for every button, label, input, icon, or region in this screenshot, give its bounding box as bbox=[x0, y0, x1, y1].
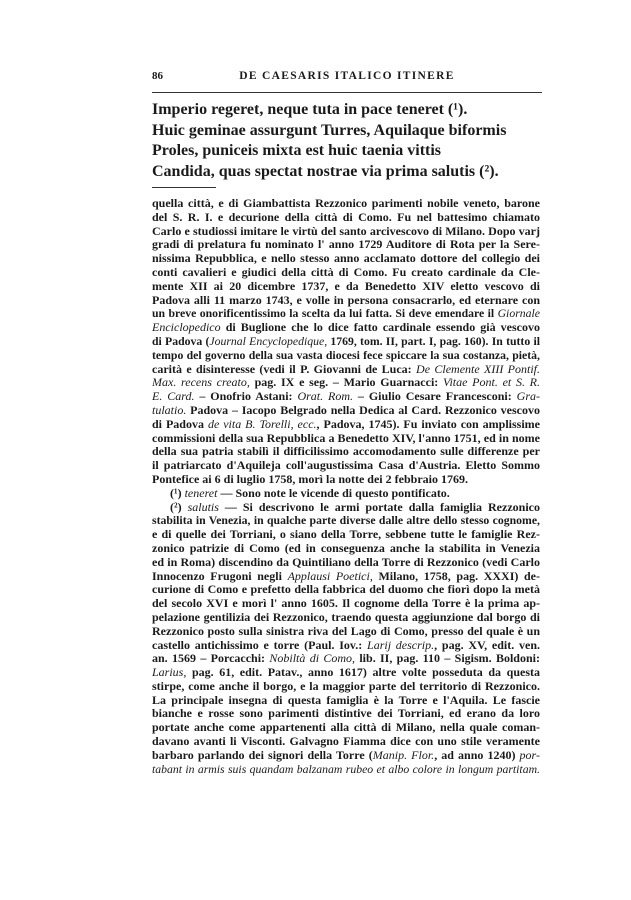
text: barbaro parlando dei signori della Torre ( bbox=[152, 748, 373, 762]
page-number: 86 bbox=[152, 70, 163, 82]
italic-text: Nobiltà di Como, bbox=[269, 652, 356, 666]
text: an. 1569 – Porcacchi: bbox=[152, 652, 270, 666]
text: pag. IX e seg. – Mario Guarnacci: bbox=[249, 376, 444, 390]
footnote-line bbox=[152, 556, 540, 570]
text: e di quelle dei Torriani, o siano della Torre, sebbene tutte le famiglie Rez- bbox=[152, 528, 540, 542]
footnote-line bbox=[152, 376, 540, 390]
italic-text: Gra- bbox=[516, 390, 540, 404]
footnote-line bbox=[152, 445, 540, 459]
text: , pag. XV, edit. ven. bbox=[434, 638, 540, 652]
text: nissima Repubblica, e nello stesso anno acclamato dottore del collegio dei bbox=[152, 252, 540, 266]
italic-text: Vitae Pont. et S. R. bbox=[443, 376, 540, 390]
italic-text: Manip. Flor. bbox=[372, 748, 435, 762]
text: Padova – Iacopo Belgrado nella Dedica al Card. Rezzonico vescovo bbox=[186, 403, 540, 417]
running-title: DE CAESARIS ITALICO ITINERE bbox=[239, 70, 455, 82]
footnote-line bbox=[152, 652, 540, 666]
text: – Giulio Cesare Francesconi: bbox=[353, 390, 517, 404]
header-rule bbox=[152, 92, 542, 93]
footnote-line bbox=[152, 721, 540, 735]
italic-text: teneret bbox=[184, 486, 218, 500]
text: un breve onorificentissimo la scelta da lui fatta. Si deve emendare il bbox=[152, 307, 498, 321]
text: del S. R. I. e decurione della città di Como. Fu nel battesimo chiamato bbox=[152, 210, 540, 224]
footnote-line bbox=[152, 238, 540, 252]
footnote-line bbox=[152, 390, 540, 404]
italic-text: De Clemente XIII Pontif. bbox=[416, 362, 540, 376]
text: il patriarcato d'Aquileja coll'augustissima Casa d'Austria. Eletto Sommo bbox=[152, 459, 540, 473]
text: — Si descrivono le armi portate dalla famiglia Rezzonico bbox=[218, 500, 540, 514]
text: – Onofrio Astani: bbox=[194, 390, 298, 404]
text: stirpe, come anche il borgo, e la maggior parte del territorio di Rezzonico. bbox=[152, 679, 540, 693]
text: pelazione gentilizia dei Rezzonico, traendo questa aggiunzione dal borgo di bbox=[152, 610, 540, 624]
italic-text: E. Card. bbox=[152, 390, 195, 404]
text: davano avanti li Visconti. Galvagno Fiamma dice con uno stile veramente bbox=[152, 735, 540, 749]
text: curione di Como e prefetto della fabbrica del duomo che fiorì dopo la metà bbox=[152, 583, 540, 597]
footnote-line bbox=[152, 266, 540, 280]
text: ed in Roma) discendino da Quintiliano della Torre di Rezzonico (vedi Carlo bbox=[152, 555, 540, 569]
footnote-line bbox=[152, 225, 540, 239]
text: Carlo e studiossi imitare le virtù del santo arcivescovo di Milano. Dopo varj bbox=[152, 224, 540, 238]
footnote-line bbox=[152, 639, 540, 653]
footnote-line bbox=[152, 321, 540, 335]
text: Pontefice ai 6 di luglio 1758, morì la notte dei 2 febbraio 1769. bbox=[152, 472, 468, 486]
text: conti cavalieri e giudici della città di Como. Fu creato cardinale da Cle- bbox=[152, 265, 540, 279]
footnote-line bbox=[152, 252, 540, 266]
footnote-line bbox=[152, 459, 540, 473]
italic-text: tabant in armis suis quandam balzanam rubeo et albo colore in longum partitam. bbox=[152, 762, 540, 776]
text: mente XII ai 20 dicembre 1737, e da Benedetto XIV eletto vescovo di bbox=[152, 279, 540, 293]
italic-text: de vita B. Torelli, ecc. bbox=[207, 417, 317, 431]
text: lib. II, pag. 110 – Sigism. Boldoni: bbox=[355, 652, 540, 666]
verse-line: Huic geminae assurgunt Turres, Aquilaque biformis bbox=[152, 121, 507, 139]
text: tempo del governo della sua vasta diocesi fece spiccare la sua costanza, pietà, bbox=[152, 348, 540, 362]
footnote-line bbox=[152, 707, 540, 721]
text: commissioni della sua Repubblica a Benedetto XIV, l'anno 1751, ed in nome bbox=[152, 431, 540, 445]
footnote-line bbox=[152, 501, 540, 515]
footnote-line bbox=[152, 625, 540, 639]
italic-text: por- bbox=[519, 748, 540, 762]
footnote-line bbox=[152, 570, 540, 584]
verse-line: Candida, quas spectat nostrae via prima salutis (²). bbox=[152, 162, 499, 180]
footnote-rule bbox=[152, 187, 216, 188]
text: Padova alli 11 marzo 1743, e volle in persona consacrarlo, ed eternare con bbox=[152, 293, 540, 307]
footnote-line bbox=[152, 514, 540, 528]
footnote-line bbox=[152, 418, 540, 432]
text: Rezzonico posto sulla sinistra riva del Lago di Como, presso del quale è un bbox=[152, 624, 540, 638]
footnote-line bbox=[152, 749, 540, 763]
footnote-line bbox=[152, 280, 540, 294]
footnote-line bbox=[152, 694, 540, 708]
footnote-line bbox=[152, 583, 540, 597]
footnote-line bbox=[152, 307, 540, 321]
footnote-line bbox=[152, 542, 540, 556]
verse-line: Proles, puniceis mixta est huic taenia vittis bbox=[152, 142, 442, 160]
text: , Padova, 1745). Fu inviato con amplissime bbox=[316, 417, 540, 431]
text: castello antichissimo e torre (Paul. Iov.: bbox=[152, 638, 368, 652]
footnote-line bbox=[152, 335, 540, 349]
text: gradi di prelatura fu nominato l' anno 1729 Auditore di Rota per la Sere- bbox=[152, 238, 540, 252]
text: di Padova ( bbox=[152, 334, 210, 348]
italic-text: Larij descrip. bbox=[367, 638, 435, 652]
footnote-line bbox=[152, 197, 540, 211]
text: , ad anno 1240) bbox=[434, 748, 520, 762]
text: pag. 61, edit. Patav., anno 1617) altre volte posseduta da questa bbox=[186, 666, 540, 680]
footnote-line bbox=[152, 363, 540, 377]
text: La principale insegna di questa famiglia è la Torre e l'Aquila. Le fascie bbox=[152, 693, 540, 707]
italic-text: Giornale bbox=[497, 307, 540, 321]
text: quella città, e di Giambattista Rezzonico parimenti nobile veneto, barone bbox=[152, 197, 540, 210]
footnote-line bbox=[152, 294, 540, 308]
text: bianche e rosse sono parimenti distintive dei Torriani, ed erano da loro bbox=[152, 707, 540, 721]
text: del secolo XVI e morì l' anno 1605. Il cognome della Torre è la prima ap- bbox=[152, 597, 540, 611]
footnote-line bbox=[152, 404, 540, 418]
footnote-line bbox=[152, 528, 540, 542]
text: della sua patria stabilì il difficilissimo accomodamento sulle differenze per bbox=[152, 445, 540, 459]
text: Innocenzo Frugoni negli bbox=[152, 569, 288, 583]
italic-text: salutis bbox=[187, 500, 219, 514]
footnote-line bbox=[152, 680, 540, 694]
text: — Sono note le vicende di questo pontificato. bbox=[217, 486, 450, 500]
italic-text: Max. recens creato, bbox=[152, 376, 250, 390]
verse-line: Imperio regeret, neque tuta in pace teneret (¹). bbox=[152, 101, 468, 118]
text: 1769, tom. II, part. I, pag. 160). In tutto il bbox=[327, 334, 540, 348]
text: stabilita in Venezia, in qualche parte diverse dalle altre dello stesso cognome, bbox=[152, 514, 540, 528]
footnote-line bbox=[152, 487, 540, 501]
italic-text: Journal Encyclopedique, bbox=[209, 334, 328, 348]
footnote-line bbox=[152, 763, 540, 777]
footnote-line bbox=[152, 735, 540, 749]
verse-block bbox=[152, 100, 552, 182]
text: Milano, 1758, pag. XXXI) de- bbox=[372, 569, 540, 583]
footnote-line bbox=[152, 611, 540, 625]
text: di Buglione che lo dice fatto cardinale essendo già vescovo bbox=[220, 321, 540, 335]
text: carità e disinteresse (vedi il P. Giovanni de Luca: bbox=[152, 362, 417, 376]
footnote-line bbox=[152, 473, 540, 487]
text: portate anche come appartenenti alla città di Milano, nella quale coman- bbox=[152, 721, 540, 735]
footnote-line bbox=[152, 349, 540, 363]
footnote-line bbox=[152, 666, 540, 680]
italic-text: Orat. Rom. bbox=[297, 390, 354, 404]
footnote-line bbox=[152, 432, 540, 446]
text: di Padova bbox=[152, 417, 208, 431]
italic-text: Larius, bbox=[152, 666, 187, 680]
italic-text: tulatio. bbox=[152, 403, 187, 417]
text: zonico patrizie di Como (ed in conseguenza anche la stabilita in Venezia bbox=[152, 541, 540, 555]
italic-text: Applausi Poetici, bbox=[287, 569, 373, 583]
text: (²) bbox=[170, 500, 188, 514]
text: (¹) bbox=[170, 486, 185, 500]
footnote-line bbox=[152, 597, 540, 611]
footnotes bbox=[152, 197, 540, 776]
footnote-line bbox=[152, 211, 540, 225]
italic-text: Enciclopedico bbox=[152, 321, 221, 335]
